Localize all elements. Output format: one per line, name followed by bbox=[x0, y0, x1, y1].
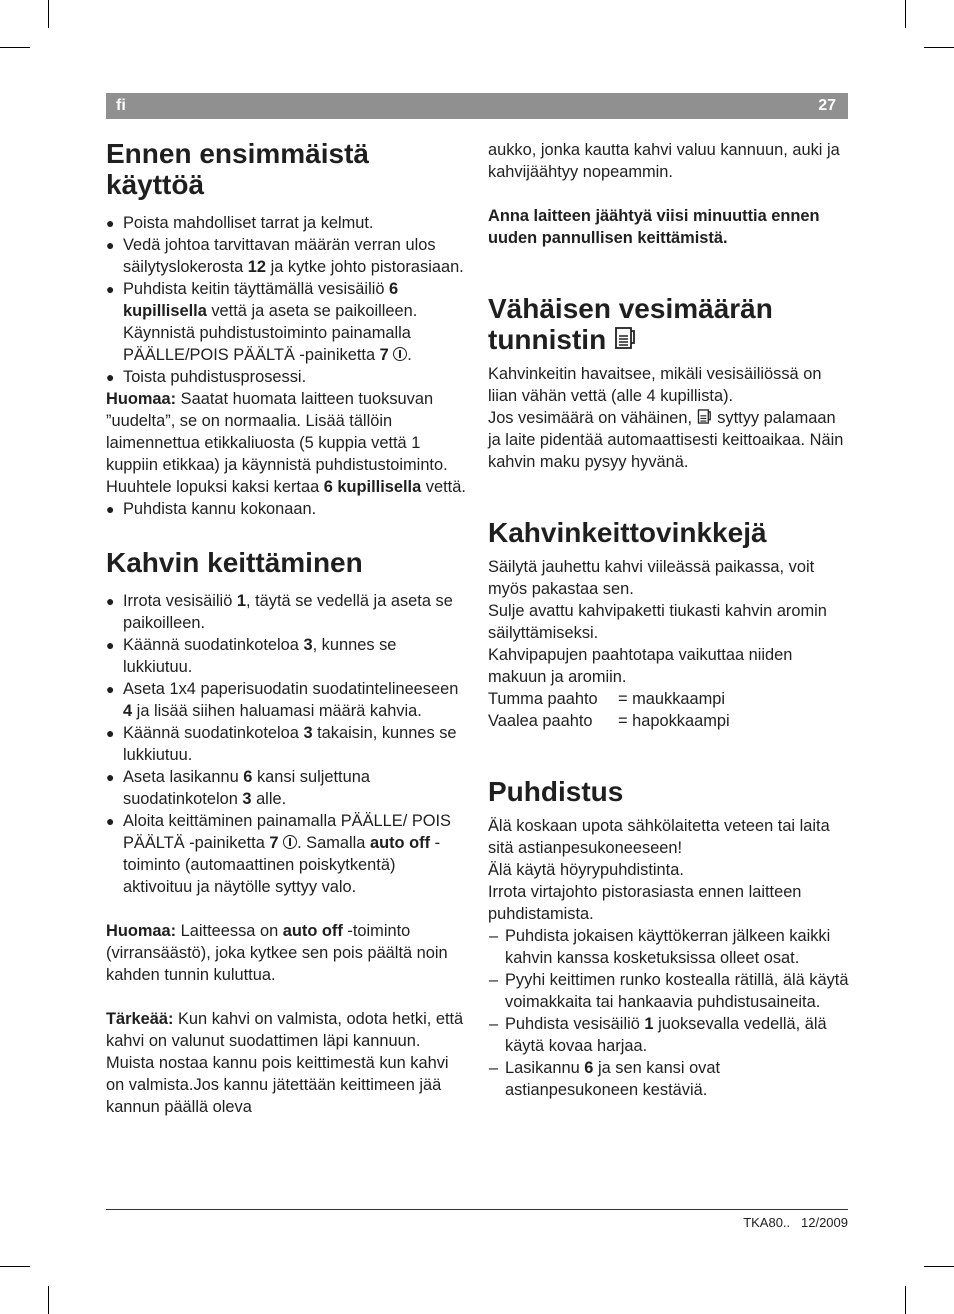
paragraph: Älä koskaan upota sähkölaitetta veteen tai laita sitä astianpesukoneeseen! bbox=[488, 817, 830, 857]
list-item: ● Puhdista keitin täyttämällä vesisäiliö 6 kupillisella vettä ja aseta se paikoilleen. Käynnistä puhdistustoiminto painamalla PÄÄLLE/POIS PÄÄLTÄ -painiketta 7 . bbox=[106, 278, 466, 366]
list-item: ● Poista mahdolliset tarrat ja kelmut. bbox=[106, 212, 466, 234]
language-code: fi bbox=[116, 97, 126, 114]
paragraph: Kahvipapujen paahtotapa vaikuttaa niiden makuun ja aromiin. bbox=[488, 646, 793, 686]
list-item: ● Aseta lasikannu 6 kansi suljettuna suodatinkotelon 3 alle. bbox=[106, 766, 466, 810]
water-jug-icon bbox=[614, 325, 638, 351]
list-item: – Lasikannu 6 ja sen kansi ovat astianpesukoneen kestäviä. bbox=[488, 1057, 850, 1101]
list-item: ● Vedä johtoa tarvittavan määrän verran ulos säilytyslokerosta 12 ja kytke johto pistorasiaan. bbox=[106, 234, 466, 278]
left-column bbox=[106, 138, 466, 1118]
crop-mark bbox=[905, 0, 906, 28]
crop-mark bbox=[905, 1286, 906, 1314]
brewing-list bbox=[106, 590, 466, 898]
list-item: ● Käännä suodatinkoteloa 3, kunnes se lukkiutuu. bbox=[106, 634, 466, 678]
power-icon bbox=[393, 347, 407, 361]
cleaning-list bbox=[488, 925, 850, 1101]
footer-info: TKA80.. 12/2009 bbox=[743, 1215, 848, 1230]
page-header-bar bbox=[106, 93, 848, 119]
list-item: ● Puhdista kannu kokonaan. bbox=[106, 498, 466, 520]
page-number: 27 bbox=[818, 97, 836, 114]
power-icon bbox=[283, 835, 297, 849]
list-item: ● Aseta 1x4 paperisuodatin suodatintelineeseen 4 ja lisää siihen haluamasi määrä kahvia. bbox=[106, 678, 466, 722]
paragraph: Irrota virtajohto pistorasiasta ennen laitteen puhdistamista. bbox=[488, 883, 802, 923]
note-paragraph: Huomaa: Laitteessa on auto off -toiminto (virransäästö), joka kytkee sen pois päältä noin kahden tunnin kuluttua. bbox=[106, 922, 448, 984]
paragraph: Sulje avattu kahvipaketti tiukasti kahvin aromin säilyttämiseksi. bbox=[488, 602, 827, 642]
water-jug-icon bbox=[697, 408, 713, 425]
paragraph: Säilytä jauhettu kahvi viileässä paikassa, voit myös pakastaa sen. bbox=[488, 558, 815, 598]
crop-mark bbox=[924, 1266, 954, 1267]
first-use-list-end bbox=[106, 498, 466, 520]
paragraph: Jos vesimäärä on vähäinen, syttyy palamaan ja laite pidentää automaattisesti keittoaikaa. Näin kahvin maku pysyy hyvänä. bbox=[488, 409, 844, 471]
first-use-list bbox=[106, 212, 466, 388]
crop-mark bbox=[924, 47, 954, 48]
crop-mark bbox=[48, 0, 49, 28]
section-title-brewing: Kahvin keittäminen bbox=[106, 547, 363, 578]
list-item: ● Aloita keittäminen painamalla PÄÄLLE/ POIS PÄÄLTÄ -painiketta 7 . Samalla auto off -toiminto (automaattinen poiskytkentä) aktivoituu ja näytölle syttyy valo. bbox=[106, 810, 466, 898]
roast-row: Vaalea paahto = hapokkaampi bbox=[488, 712, 730, 730]
crop-mark bbox=[48, 1286, 49, 1314]
crop-mark bbox=[0, 47, 30, 48]
section-title-first-use: Ennen ensimmäistä käyttöä bbox=[106, 138, 369, 200]
list-item: ● Irrota vesisäiliö 1, täytä se vedellä ja aseta se paikoilleen. bbox=[106, 590, 466, 634]
list-item: – Puhdista vesisäiliö 1 juoksevalla vedellä, älä käytä kovaa harjaa. bbox=[488, 1013, 850, 1057]
roast-row: Tumma paahto = maukkaampi bbox=[488, 690, 726, 708]
paragraph: Älä käytä höyrypuhdistinta. bbox=[488, 861, 684, 879]
right-column bbox=[488, 139, 850, 1101]
section-title-cleaning: Puhdistus bbox=[488, 776, 624, 807]
section-title-low-water: Vähäisen vesimäärän tunnistin bbox=[488, 293, 773, 355]
cooling-note: Anna laitteen jäähtyä viisi minuuttia ennen uuden pannullisen keittämistä. bbox=[488, 207, 820, 247]
continued-paragraph: aukko, jonka kautta kahvi valuu kannuun, auki ja kahvijäähtyy nopeammin. bbox=[488, 141, 840, 181]
crop-mark bbox=[0, 1266, 30, 1267]
note-paragraph: Huomaa: Saatat huomata laitteen tuoksuvan ”uudelta”, se on normaalia. Lisää tällöin laimennettua etikkaliuosta (5 kuppia vettä 1 kuppiin etikkaa) ja käynnistä puhdistustoiminto. Huuhtele lopuksi kaksi kertaa 6 kupillisella vettä. bbox=[106, 390, 466, 496]
section-title-tips: Kahvinkeittovinkkejä bbox=[488, 517, 767, 548]
list-item: – Puhdista jokaisen käyttökerran jälkeen kaikki kahvin kanssa kosketuksissa olleet osat. bbox=[488, 925, 850, 969]
list-item: ● Käännä suodatinkoteloa 3 takaisin, kunnes se lukkiutuu. bbox=[106, 722, 466, 766]
important-paragraph: Tärkeää: Kun kahvi on valmista, odota hetki, että kahvi on valunut suodattimen läpi kannuun. Muista nostaa kannu pois keittimestä kun kahvi on valmista.Jos kannu jätettään keittimeen jää kannun päällä oleva bbox=[106, 1010, 464, 1116]
list-item: ● Toista puhdistusprosessi. bbox=[106, 366, 466, 388]
list-item: – Pyyhi keittimen runko kostealla rätillä, älä käytä voimakkaita tai hankaavia puhdistusaineita. bbox=[488, 969, 850, 1013]
footer-rule bbox=[106, 1209, 848, 1210]
paragraph: Kahvinkeitin havaitsee, mikäli vesisäiliössä on liian vähän vettä (alle 4 kupillista). bbox=[488, 365, 822, 405]
